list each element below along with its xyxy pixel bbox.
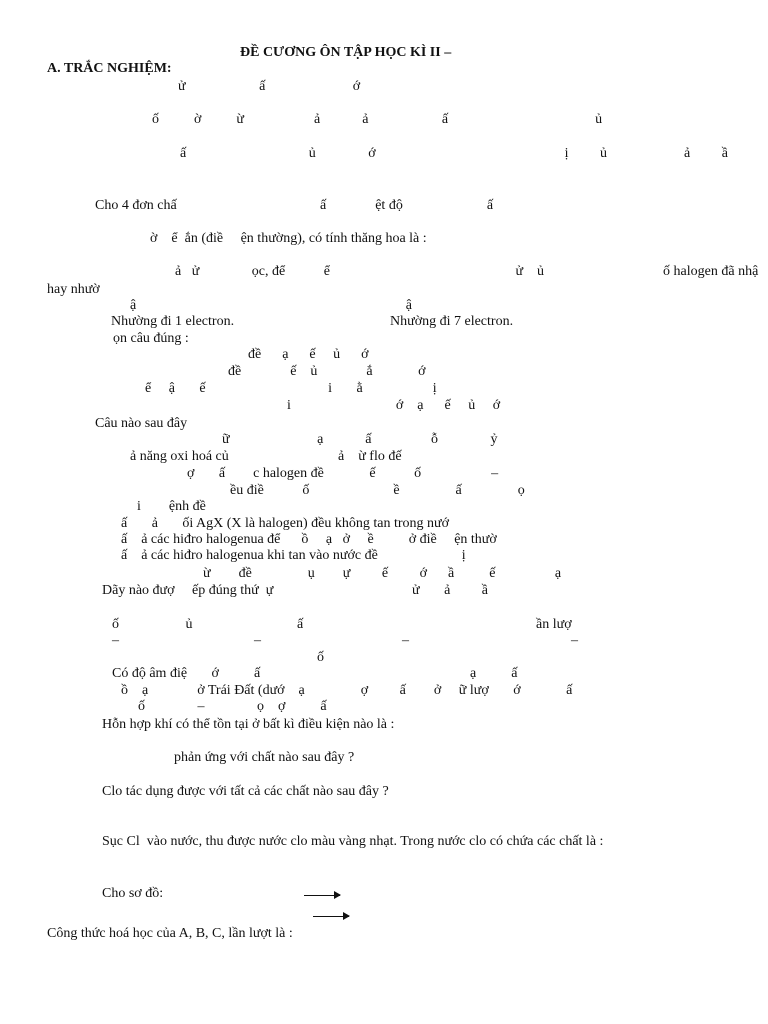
text-line: ấ xyxy=(297,617,304,632)
text-line: ố ủ xyxy=(112,617,193,632)
text-line: ọn câu đúng : xyxy=(113,331,189,346)
text-line: ạ ấ xyxy=(470,666,518,681)
reaction-arrow xyxy=(313,916,349,917)
text-line: ậ ậ xyxy=(130,298,412,313)
reaction-arrow xyxy=(304,895,340,896)
dash: – xyxy=(254,633,261,648)
section-heading: A. TRẮC NGHIỆM: xyxy=(47,61,172,76)
text-line: ả ừ flo đế xyxy=(338,449,402,464)
text-line: ồ ạ ở Trái Đất (dướ ạ ợ ấ ở ữ lượ ớ ấ xyxy=(121,683,573,698)
dash: – xyxy=(402,633,409,648)
text-line: ờ ể ắn (điề ện thường), có tính thăng hoa là : xyxy=(150,231,427,246)
text-line: hay nhườ xyxy=(47,282,100,297)
question-stem: phản ứng với chất nào sau đây ? xyxy=(174,750,355,765)
text-line: ấ ả các hiđro halogenua khi tan vào nước đề ị xyxy=(121,548,466,563)
text-line: ố – ọ ợ ấ xyxy=(138,699,327,714)
question-stem: Sục Cl vào nước, thu được nước clo màu vàng nhạt. Trong nước clo có chứa các chất là : xyxy=(102,834,604,849)
text-line: ả ử ọc, để ể ử ủ ố halogen đã nhậ xyxy=(175,264,759,279)
text-line: ấ ủ ớ ị ủ ả ầ xyxy=(180,146,728,161)
question-stem: Clo tác dụng được với tất cả các chất nào sau đây ? xyxy=(102,784,389,799)
question-stem: Câu nào sau đây xyxy=(95,416,188,431)
text-line: đề ạ ế ủ ớ xyxy=(248,347,369,362)
dash: – xyxy=(571,633,578,648)
text-line: ố xyxy=(317,650,324,665)
text-line: ữ ạ ấ ỗ ỷ xyxy=(222,432,498,447)
text-line: ử ả ầ xyxy=(412,583,489,598)
text-line: ả năng oxi hoá củ xyxy=(130,449,229,464)
document-title: ĐỀ CƯƠNG ÔN TẬP HỌC KÌ II – xyxy=(240,45,452,60)
text-line: ừ đề ụ ự ế ớ ầ ế ạ xyxy=(203,566,562,581)
text-line: ợ ấ c halogen đề ế ố – xyxy=(187,466,499,481)
text-line: đề ế ủ ắ ớ xyxy=(228,364,426,379)
text-line: ần lượ xyxy=(536,617,572,632)
option-b: Nhường đi 7 electron. xyxy=(390,314,514,329)
question-stem: Dãy nào đượ ếp đúng thứ ự xyxy=(102,583,274,598)
text-line: ể ậ ế i ằ ị xyxy=(145,381,437,396)
text-line: ấ ả các hiđro halogenua để ồ ạ ở ề ở điề ện thườ xyxy=(121,532,497,547)
question-stem: Cho sơ đồ: xyxy=(102,886,164,901)
text-line: i ớ ạ ế ủ ớ xyxy=(287,398,501,413)
text-line: Cho 4 đơn chấ xyxy=(95,198,177,213)
text-line: Có độ âm điệ ớ ấ xyxy=(112,666,261,681)
text-line: ử ấ ớ xyxy=(178,79,361,94)
text-line: ố ờ ừ ả ả ấ ủ xyxy=(152,112,603,127)
question-stem: Công thức hoá học của A, B, C, lần lượt là : xyxy=(47,926,293,941)
text-line: ều điề ố ề ấ ọ xyxy=(230,483,525,498)
text-line: i ệnh đề xyxy=(137,499,206,514)
text-line: ấ ệt độ ấ xyxy=(320,198,494,213)
text-line: ấ ả ối AgX (X là halogen) đều không tan trong nướ xyxy=(121,516,449,531)
question-stem: Hỗn hợp khí có thể tồn tại ở bất kì điều kiện nào là : xyxy=(102,717,395,732)
option-a: Nhường đi 1 electron. xyxy=(111,314,235,329)
dash: – xyxy=(112,633,119,648)
